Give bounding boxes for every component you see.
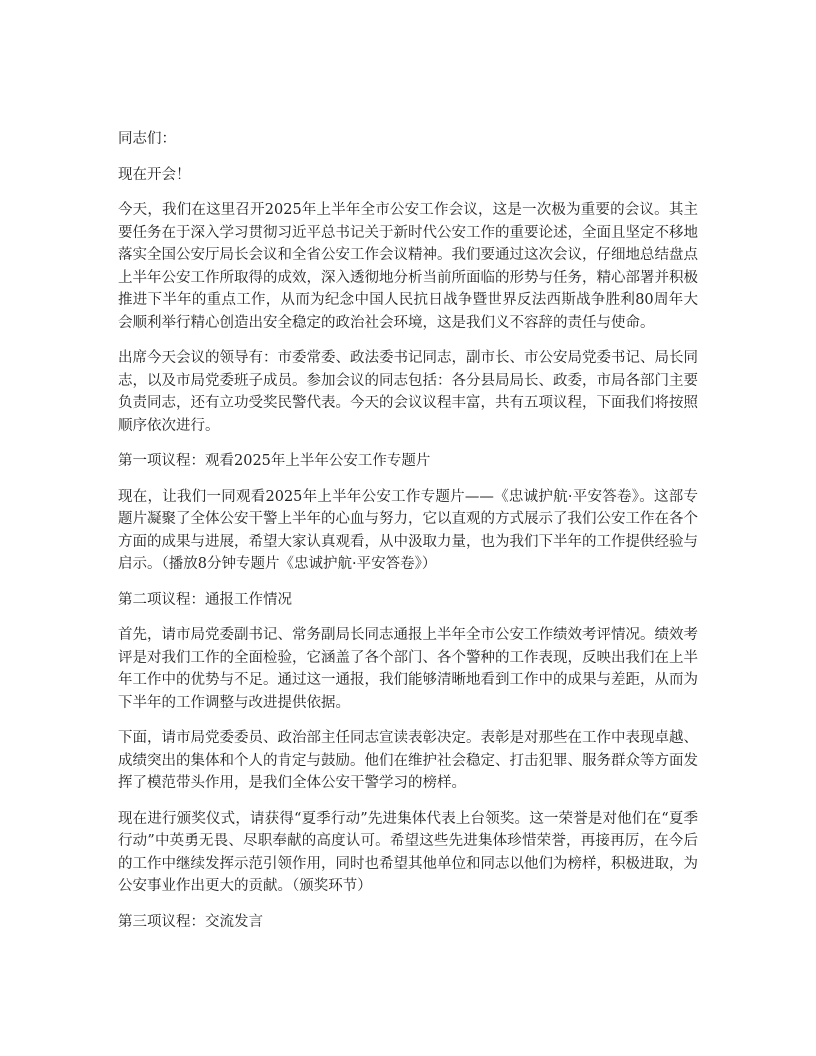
paragraph-meeting-purpose: 今天，我们在这里召开2025年上半年全市公安工作会议，这是一次极为重要的会议。其主要任务在于深入学习贯彻习近平总书记关于新时代公安工作的重要论述，全面且坚定不移地落实全国公安厅局长会议和全省公安工作会议精神。我们要通过这次会议，仔细地总结盘点上半年公安工作所取得的成效，深入透彻地分析当前所面临的形势与任务，精心部署并积极推进下半年的重点工作，从而为纪念中国人民抗日战争暨世界反法西斯战争胜利80周年大会顺利举行精心创造出安全稳定的政治社会环境，这是我们义不容辞的责任与使命。 — [118, 202, 698, 331]
agenda-item-3-heading: 第三项议程：交流发言 — [118, 913, 263, 930]
paragraph-award-ceremony: 现在进行颁奖仪式，请获得“夏季行动”先进集体代表上台领奖。这一荣誉是对他们在“夏季行动”中英勇无畏、尽职奉献的高度认可。希望这些先进集体珍惜荣誉，再接再厉，在今后的工作中继续发挥示范引领作用，同时也希望其他单位和同志以他们为榜样，积极进取，为公安事业作出更大的贡献。（颁奖环节） — [118, 810, 698, 894]
paragraph-video: 现在，让我们一同观看2025年上半年公安工作专题片——《忠诚护航·平安答卷》。这部专题片凝聚了全体公安干警上半年的心血与努力，它以直观的方式展示了我们公安工作在各个方面的成果与进展，希望大家认真观看，从中汲取力量，也为我们下半年的工作提供经验与启示。（播放8分钟专题片《忠诚护航·平安答卷》） — [118, 488, 698, 572]
agenda-item-1-heading: 第一项议程：观看2025年上半年公安工作专题片 — [118, 453, 431, 469]
opening-line: 现在开会！ — [118, 166, 191, 183]
paragraph-performance-report: 首先，请市局党委副书记、常务副局长同志通报上半年全市公安工作绩效考评情况。绩效考评是对我们工作的全面检验，它涵盖了各个部门、各个警种的工作表现，反映出我们在上半年工作中的优势与不足。通过这一通报，我们能够清晰地看到工作中的成果与差距，从而为下半年的工作调整与改进提供依据。 — [118, 627, 698, 711]
agenda-item-2-heading: 第二项议程：通报工作情况 — [118, 591, 292, 608]
salutation: 同志们： — [118, 131, 176, 147]
document-body — [118, 128, 698, 946]
paragraph-attendees: 出席今天会议的领导有：市委常委、政法委书记同志，副市长、市公安局党委书记、局长同志，以及市局党委班子成员。参加会议的同志包括：各分县局局长、政委，市局各部门主要负责同志，还有立功受奖民警代表。今天的会议议程丰富，共有五项议程，下面我们将按照顺序依次进行。 — [118, 350, 698, 434]
paragraph-commendation: 下面，请市局党委委员、政治部主任同志宣读表彰决定。表彰是对那些在工作中表现卓越、成绩突出的集体和个人的肯定与鼓励。他们在维护社会稳定、打击犯罪、服务群众等方面发挥了模范带头作用，是我们全体公安干警学习的榜样。 — [118, 730, 698, 791]
